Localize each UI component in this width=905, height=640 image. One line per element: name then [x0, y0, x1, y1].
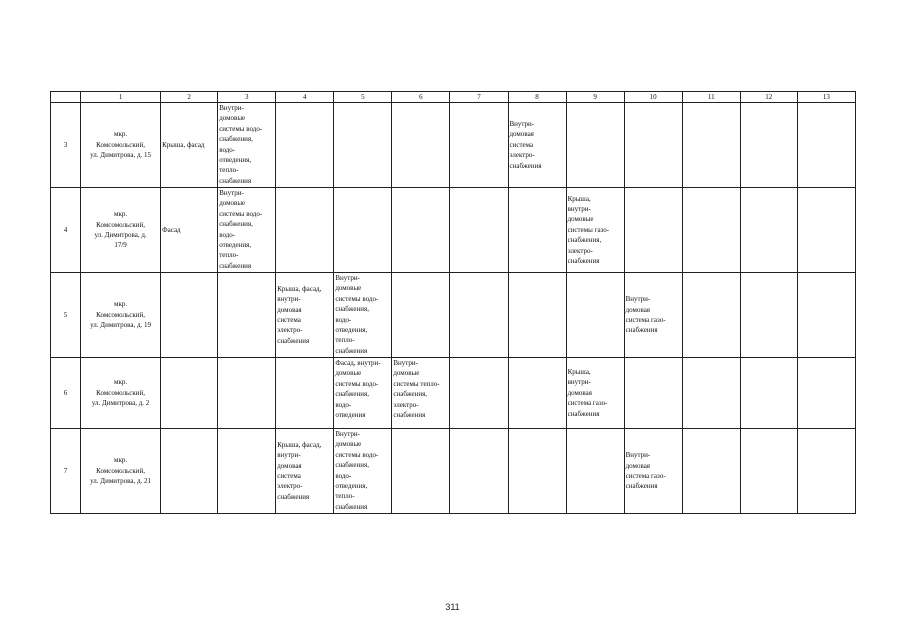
work-cell — [682, 429, 740, 514]
work-cell — [740, 188, 797, 273]
work-cell — [797, 429, 855, 514]
header-cell: 12 — [740, 92, 797, 103]
row-number: 5 — [51, 273, 81, 358]
header-cell: 5 — [334, 92, 392, 103]
table-header-row — [51, 92, 856, 103]
work-cell — [740, 358, 797, 429]
work-cell — [161, 429, 218, 514]
work-cell — [740, 429, 797, 514]
work-cell — [797, 273, 855, 358]
header-cell: 13 — [797, 92, 855, 103]
work-cell — [392, 273, 450, 358]
header-cell: 11 — [682, 92, 740, 103]
work-cell — [508, 273, 566, 358]
row-number: 3 — [51, 103, 81, 188]
work-cell — [682, 103, 740, 188]
work-cell: Крыша, фасад, внутри- домовая система электро- снабжения — [276, 429, 334, 514]
page-number: 311 — [445, 602, 460, 612]
work-cell — [682, 358, 740, 429]
work-cell — [334, 103, 392, 188]
work-cell — [450, 273, 508, 358]
work-cell: Внутри- домовая система газо- снабжения — [624, 273, 682, 358]
work-cell: Внутри- домовые системы водо- снабжения, водо- отведения, тепло- снабжения — [218, 103, 276, 188]
header-cell: 10 — [624, 92, 682, 103]
work-cell — [276, 358, 334, 429]
work-cell: Крыша, внутри- домовые системы газо- снабжения, электро- снабжения — [566, 188, 624, 273]
work-cell: Внутри- домовые системы тепло- снабжения, электро- снабжения — [392, 358, 450, 429]
work-cell — [450, 429, 508, 514]
work-cell — [624, 358, 682, 429]
work-cell — [161, 358, 218, 429]
repair-schedule-table — [50, 91, 856, 514]
work-cell — [740, 103, 797, 188]
work-cell — [566, 273, 624, 358]
address-cell: мкр. Комсомольский, ул. Димитрова, д. 15 — [81, 103, 161, 188]
table-row — [51, 188, 856, 273]
work-cell — [334, 188, 392, 273]
work-cell: Крыша, фасад, внутри- домовая система электро- снабжения — [276, 273, 334, 358]
work-cell — [740, 273, 797, 358]
work-cell: Крыша, фасад — [161, 103, 218, 188]
row-number: 7 — [51, 429, 81, 514]
work-cell: Внутри- домовая система газо- снабжения — [624, 429, 682, 514]
address-cell: мкр. Комсомольский, ул. Димитрова, д. 17/9 — [81, 188, 161, 273]
work-cell: Фасад, внутри- домовые системы водо- снабжения, водо- отведения — [334, 358, 392, 429]
header-cell-num — [51, 92, 81, 103]
work-cell — [392, 188, 450, 273]
row-number: 6 — [51, 358, 81, 429]
header-cell: 8 — [508, 92, 566, 103]
header-cell: 1 — [81, 92, 161, 103]
address-cell: мкр. Комсомольский, ул. Димитрова, д. 19 — [81, 273, 161, 358]
work-cell — [218, 358, 276, 429]
header-cell: 4 — [276, 92, 334, 103]
work-cell — [392, 429, 450, 514]
work-cell: Внутри- домовые системы водо- снабжения, водо- отведения, тепло- снабжения — [218, 188, 276, 273]
table-row — [51, 103, 856, 188]
header-cell: 7 — [450, 92, 508, 103]
work-cell: Внутри- домовые системы водо- снабжения, водо- отведения, тепло- снабжения — [334, 429, 392, 514]
work-cell — [797, 188, 855, 273]
work-cell — [450, 188, 508, 273]
work-cell: Крыша, внутри- домовая система газо- снабжения — [566, 358, 624, 429]
work-cell — [508, 429, 566, 514]
work-cell — [276, 103, 334, 188]
work-cell: Фасад — [161, 188, 218, 273]
work-cell — [450, 103, 508, 188]
header-cell: 6 — [392, 92, 450, 103]
header-cell: 2 — [161, 92, 218, 103]
table-row — [51, 273, 856, 358]
work-cell — [276, 188, 334, 273]
address-cell: мкр. Комсомольский, ул. Димитрова, д. 21 — [81, 429, 161, 514]
work-cell — [682, 273, 740, 358]
work-cell — [624, 103, 682, 188]
work-cell — [797, 103, 855, 188]
work-cell — [450, 358, 508, 429]
work-cell — [566, 429, 624, 514]
work-cell — [508, 358, 566, 429]
header-cell: 3 — [218, 92, 276, 103]
work-cell — [624, 188, 682, 273]
work-cell: Внутри- домовая система электро- снабжения — [508, 103, 566, 188]
work-cell — [682, 188, 740, 273]
work-cell — [797, 358, 855, 429]
row-number: 4 — [51, 188, 81, 273]
work-cell — [392, 103, 450, 188]
work-cell — [508, 188, 566, 273]
work-cell — [566, 103, 624, 188]
address-cell: мкр. Комсомольский, ул. Димитрова, д. 2 — [81, 358, 161, 429]
work-cell — [218, 273, 276, 358]
table-row — [51, 429, 856, 514]
header-cell: 9 — [566, 92, 624, 103]
table-row — [51, 358, 856, 429]
work-cell — [161, 273, 218, 358]
work-cell — [218, 429, 276, 514]
work-cell: Внутри- домовые системы водо- снабжения, водо- отведения, тепло- снабжения — [334, 273, 392, 358]
